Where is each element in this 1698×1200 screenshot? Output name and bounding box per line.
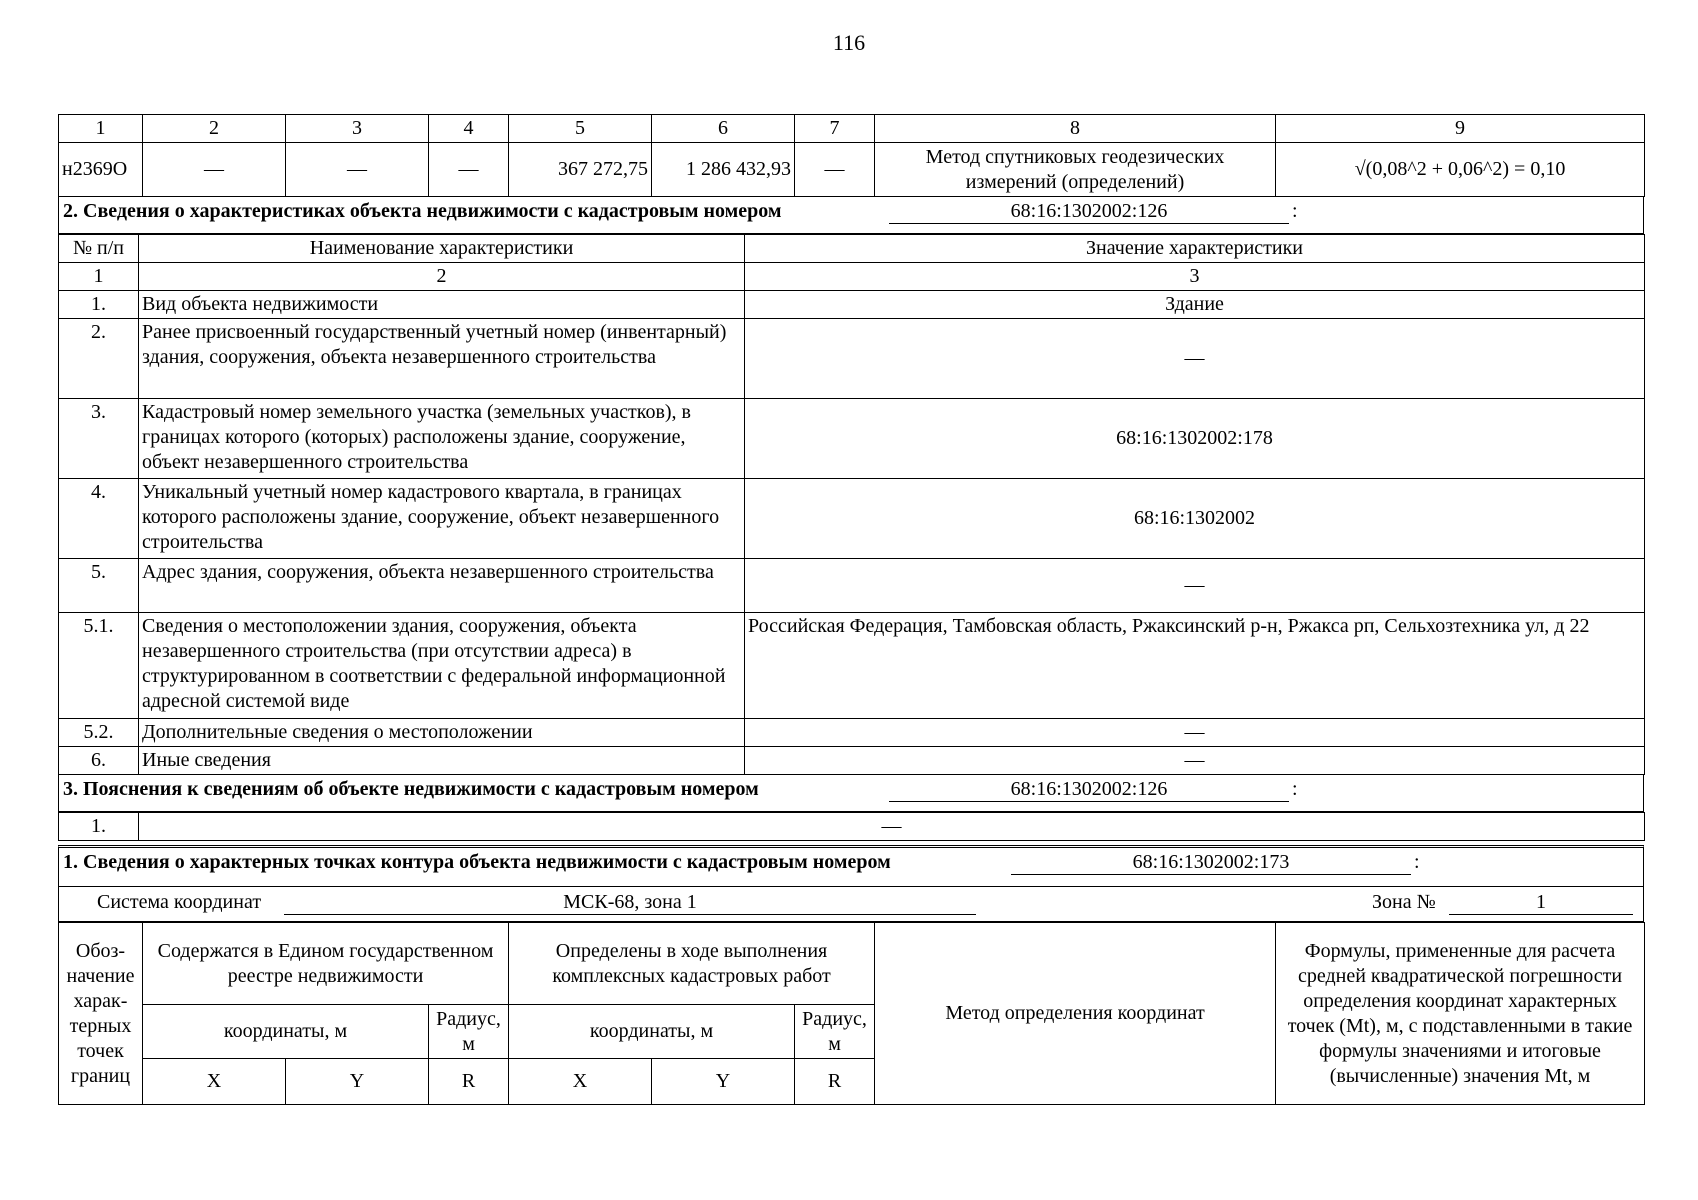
row-num: 5. (59, 559, 139, 613)
row-num: 4. (59, 479, 139, 559)
section2-colon: : (1292, 200, 1298, 222)
row-name: Вид объекта недвижимости (139, 291, 745, 319)
row-num: 1. (59, 813, 139, 841)
row-value: — (139, 813, 1645, 841)
cell-dash: — (143, 143, 286, 197)
row-name: Ранее присвоенный государственный учетный номер (инвентарный) здания, сооружения, объекта незавершенного строительства (139, 319, 745, 399)
col-num-7: 7 (795, 115, 875, 143)
page-number: 116 (832, 30, 866, 55)
egrn-r-header: R (429, 1059, 509, 1105)
egrn-header: Содержатся в Едином государственном реестре недвижимости (143, 923, 509, 1005)
cell-dash: — (795, 143, 875, 197)
coord-system-value: МСК-68, зона 1 (284, 891, 976, 915)
coord-system-label: Система координат (97, 891, 262, 913)
characteristics-table (58, 234, 1645, 775)
table-row (59, 319, 1645, 399)
table-row (59, 747, 1645, 775)
row-value: Российская Федерация, Тамбовская область, Ржаксинский р-н, Ржакса рп, Сельхозтехника ул, д 22 (745, 613, 1645, 719)
row-name: Адрес здания, сооружения, объекта незавершенного строительства (139, 559, 745, 613)
row-name: Кадастровый номер земельного участка (земельных участков), в границах которого (которых) расположены здание, сооружение, объект незавершенного строительства (139, 399, 745, 479)
coord-x: 367 272,75 (509, 143, 652, 197)
method-header: Метод определения координат (875, 923, 1276, 1105)
table-row (59, 719, 1645, 747)
head-name: Наименование характеристики (139, 235, 745, 263)
section3-cadnum: 68:16:1302002:126 (889, 778, 1289, 802)
egrn-radius-header: Радиус, м (429, 1005, 509, 1059)
contour-points-header (58, 922, 1645, 1105)
row-name: Дополнительные сведения о местоположении (139, 719, 745, 747)
section1b-cadnum: 68:16:1302002:173 (1011, 851, 1411, 875)
col-num-8: 8 (875, 115, 1276, 143)
egrn-coords-header: координаты, м (143, 1005, 429, 1059)
characteristics-index-row (59, 263, 1645, 291)
table-row (59, 399, 1645, 479)
row-num: 6. (59, 747, 139, 775)
zone-value: 1 (1449, 891, 1633, 915)
row-num: 5.1. (59, 613, 139, 719)
section3-title: 3. Пояснения к сведениям об объекте недвижимости с кадастровым номером (63, 778, 759, 800)
col-num-5: 5 (509, 115, 652, 143)
col-num-9: 9 (1276, 115, 1645, 143)
section1b-header (58, 845, 1644, 887)
defined-r-header: R (795, 1059, 875, 1105)
row-value: Здание (745, 291, 1645, 319)
point-designation-header: Обоз-начение харак-терных точек границ (59, 923, 143, 1105)
col-num-6: 6 (652, 115, 795, 143)
zone-label: Зона № (1372, 891, 1436, 913)
row-name: Уникальный учетный номер кадастрового квартала, в границах которого расположены здание, сооружение, объект незавершенного строительства (139, 479, 745, 559)
col-num-4: 4 (429, 115, 509, 143)
row-num: 5.2. (59, 719, 139, 747)
document-sheet (58, 114, 1644, 1105)
table-row (59, 813, 1645, 841)
point-name: н2369О (59, 143, 143, 197)
cell-dash: — (429, 143, 509, 197)
cell-dash: — (286, 143, 429, 197)
defined-coords-header: координаты, м (509, 1005, 795, 1059)
row-value: — (745, 319, 1645, 399)
characteristics-head-row (59, 235, 1645, 263)
table-row (59, 479, 1645, 559)
col-num-2: 2 (143, 115, 286, 143)
egrn-x-header: X (143, 1059, 286, 1105)
row-name: Сведения о местоположении здания, сооружения, объекта незавершенного строительства (при отсутствии адреса) в структурированном в соответствии с федеральной информационной адресной системой виде (139, 613, 745, 719)
points-table (58, 114, 1645, 197)
row-name: Иные сведения (139, 747, 745, 775)
row-value: — (745, 719, 1645, 747)
index-2: 2 (139, 263, 745, 291)
section2-header (58, 197, 1644, 234)
row-value: — (745, 559, 1645, 613)
section1b-colon: : (1414, 851, 1420, 873)
coord-system-row (58, 887, 1644, 922)
coord-y: 1 286 432,93 (652, 143, 795, 197)
table-row (59, 291, 1645, 319)
egrn-y-header: Y (286, 1059, 429, 1105)
defined-y-header: Y (652, 1059, 795, 1105)
table-row (59, 143, 1645, 197)
defined-header: Определены в ходе выполнения комплексных кадастровых работ (509, 923, 875, 1005)
table-row (59, 559, 1645, 613)
section3-colon: : (1292, 778, 1298, 800)
row-num: 2. (59, 319, 139, 399)
head-value: Значение характеристики (745, 235, 1645, 263)
formula-header: Формулы, примененные для расчета средней квадратической погрешности определения координат характерных точек (Mt), м, с подставленными в такие формулы значениями и итоговые (вычисленные) значения Mt, м (1276, 923, 1645, 1105)
defined-radius-header: Радиус, м (795, 1005, 875, 1059)
formula-cell: √(0,08^2 + 0,06^2) = 0,10 (1276, 143, 1645, 197)
head-num: № п/п (59, 235, 139, 263)
column-number-row (59, 115, 1645, 143)
section2-cadnum: 68:16:1302002:126 (889, 200, 1289, 224)
index-1: 1 (59, 263, 139, 291)
table-row (59, 613, 1645, 719)
col-num-1: 1 (59, 115, 143, 143)
row-value: — (745, 747, 1645, 775)
method-cell: Метод спутниковых геодезических измерений (определений) (875, 143, 1276, 197)
header-row-1 (59, 923, 1645, 1005)
explanations-table (58, 812, 1645, 841)
row-value: 68:16:1302002:178 (745, 399, 1645, 479)
defined-x-header: X (509, 1059, 652, 1105)
col-num-3: 3 (286, 115, 429, 143)
section2-title: 2. Сведения о характеристиках объекта недвижимости с кадастровым номером (63, 200, 782, 222)
index-3: 3 (745, 263, 1645, 291)
row-num: 3. (59, 399, 139, 479)
section1b-title: 1. Сведения о характерных точках контура объекта недвижимости с кадастровым номером (63, 851, 891, 873)
row-value: 68:16:1302002 (745, 479, 1645, 559)
section3-header (58, 775, 1644, 812)
row-num: 1. (59, 291, 139, 319)
